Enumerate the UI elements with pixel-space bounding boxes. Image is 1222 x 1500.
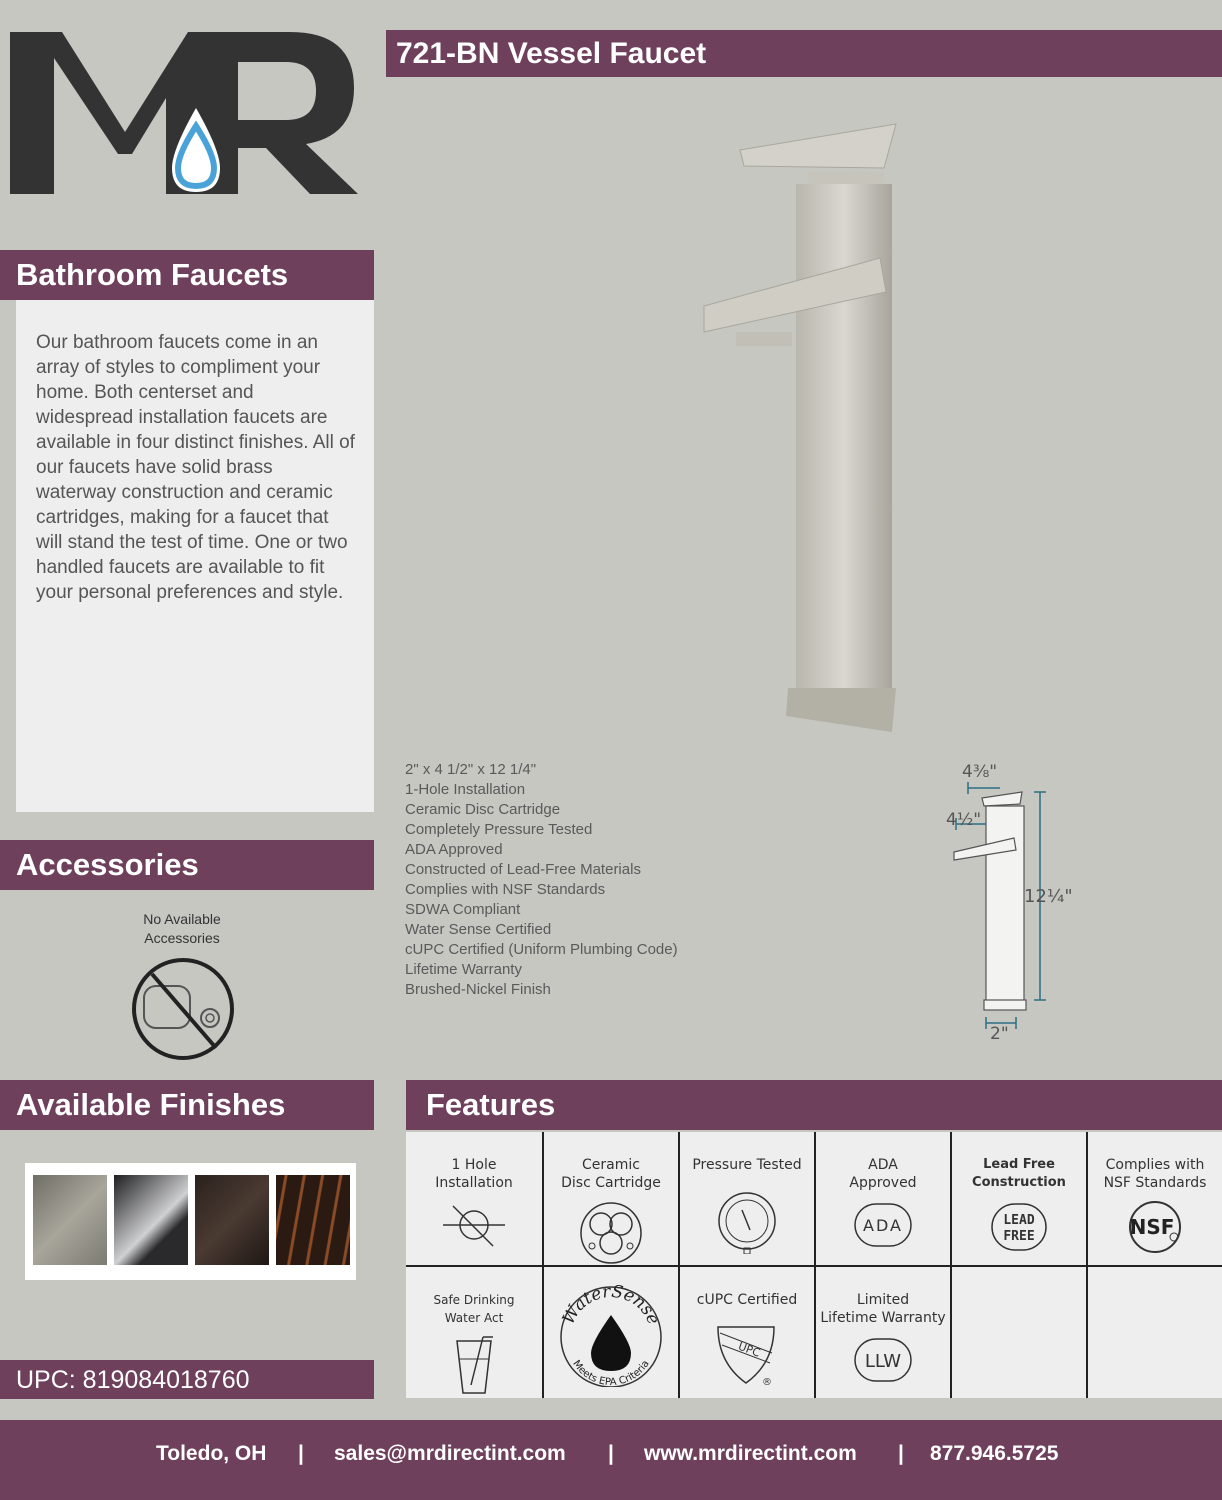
finish-swatch-chrome[interactable]: [114, 1175, 188, 1265]
dim-base-label: 2": [990, 1024, 1009, 1044]
description-text: Our bathroom faucets come in an array of styles to compliment your home. Both centerset and widespread installation faucets are available in four distinct finishes. All of our faucets have solid brass waterway construction and ceramic cartridges, making for a faucet that will stand the test of time. One or two handled faucets are available to fit your personal preferences and style.: [36, 332, 355, 603]
spec-item: ADA Approved: [405, 841, 503, 858]
feature-label: Limited Lifetime Warranty: [820, 1292, 946, 1326]
accessories-heading: Accessories: [0, 840, 374, 890]
nsf-icon: [1124, 1200, 1186, 1254]
footer-email-link[interactable]: sales@mrdirectint.com: [334, 1442, 566, 1465]
footer-separator: |: [898, 1442, 904, 1465]
feature-safe-drinking-water: [406, 1267, 544, 1398]
no-accessories-icon: [130, 956, 236, 1062]
footer-separator: |: [608, 1442, 614, 1465]
dim-height-label: 12¼": [1024, 886, 1073, 907]
feature-label: Complies with NSF Standards: [1103, 1157, 1207, 1191]
no-accessories-text: [112, 910, 252, 948]
feature-lifetime-warranty: [816, 1267, 952, 1398]
spec-list: [405, 760, 825, 1000]
faucet-image: [700, 118, 900, 733]
feature-lead-free: [952, 1132, 1088, 1267]
spec-item: Lifetime Warranty: [405, 961, 522, 978]
spec-item: Completely Pressure Tested: [405, 821, 593, 838]
llw-icon: [852, 1335, 914, 1385]
feature-nsf: [1088, 1132, 1222, 1267]
dimension-diagram: [940, 760, 1080, 1045]
finish-swatch-oil-rubbed-bronze[interactable]: [276, 1175, 350, 1265]
drinking-glass-icon: [449, 1335, 499, 1397]
feature-ceramic-cartridge: [544, 1132, 680, 1267]
lead-free-icon: [988, 1200, 1050, 1254]
feature-label: Safe Drinking Water Act: [433, 1293, 515, 1325]
one-hole-icon: [439, 1200, 509, 1250]
feature-label: 1 Hole Installation: [435, 1157, 513, 1191]
feature-label: Pressure Tested: [692, 1157, 802, 1173]
available-finishes-heading: Available Finishes: [0, 1080, 374, 1130]
watersense-ring-text: WaterSense: [558, 1281, 664, 1328]
spec-item: Constructed of Lead-Free Materials: [405, 861, 641, 878]
finish-swatches: [25, 1163, 356, 1280]
cartridge-icon: [576, 1200, 646, 1266]
upc-badge-text: UPC: [736, 1339, 762, 1360]
features-grid: [406, 1132, 1222, 1398]
upc-shield-icon: [712, 1323, 782, 1389]
spec-item: 2" x 4 1/2" x 12 1/4": [405, 761, 537, 778]
feature-empty-1: [952, 1267, 1088, 1398]
footer: [0, 1420, 1222, 1500]
footer-city: Toledo, OH: [156, 1442, 267, 1465]
feature-label: Ceramic Disc Cartridge: [561, 1157, 661, 1191]
feature-empty-2: [1088, 1267, 1222, 1398]
nsf-badge-text: NSF: [1129, 1215, 1175, 1239]
no-accessories-line1: No Available: [143, 911, 221, 927]
finish-swatch-brushed-nickel[interactable]: [33, 1175, 107, 1265]
spec-item: Brushed-Nickel Finish: [405, 981, 551, 998]
spec-item: Complies with NSF Standards: [405, 881, 606, 898]
epa-ring-text: Meets EPA Criteria: [570, 1358, 652, 1387]
ada-badge-text: ADA: [863, 1216, 903, 1235]
spec-item: SDWA Compliant: [405, 901, 521, 918]
footer-phone-link[interactable]: 877.946.5725: [930, 1442, 1059, 1465]
feature-label: ADA Approved: [849, 1157, 917, 1191]
spec-item: cUPC Certified (Uniform Plumbing Code): [405, 941, 678, 958]
feature-cupc: [680, 1267, 816, 1398]
dim-mid-label: 4½": [946, 810, 982, 830]
pressure-gauge-icon: [712, 1188, 782, 1254]
product-title: 721-BN Vessel Faucet: [386, 30, 1222, 77]
feature-label: Lead Free Construction: [972, 1157, 1066, 1190]
spec-item: 1-Hole Installation: [405, 781, 526, 798]
feature-one-hole: [406, 1132, 544, 1267]
bathroom-faucets-heading: Bathroom Faucets: [0, 250, 374, 300]
feature-pressure-tested: [680, 1132, 816, 1267]
lead-badge-text: LEAD: [1003, 1213, 1035, 1228]
footer-separator: |: [298, 1442, 304, 1465]
svg-text:®: ®: [762, 1377, 772, 1388]
finish-swatch-dark-bronze[interactable]: [195, 1175, 269, 1265]
features-heading: Features: [406, 1080, 1222, 1130]
llw-badge-text: LLW: [864, 1351, 902, 1372]
footer-website-link[interactable]: www.mrdirectint.com: [644, 1442, 857, 1465]
feature-label: cUPC Certified: [696, 1292, 798, 1308]
brand-logo: [10, 28, 360, 198]
watersense-icon: [555, 1281, 667, 1387]
ada-icon: [852, 1200, 914, 1250]
upc-code: UPC: 819084018760: [0, 1360, 374, 1399]
no-accessories-line2: Accessories: [144, 930, 220, 946]
dim-top-label: 4⅜": [962, 762, 998, 782]
spec-item: Ceramic Disc Cartridge: [405, 801, 561, 818]
free-badge-text: FREE: [1003, 1229, 1035, 1244]
spec-item: Water Sense Certified: [405, 921, 552, 938]
bathroom-faucets-description: [16, 300, 374, 812]
feature-watersense: [544, 1267, 680, 1398]
feature-ada-approved: [816, 1132, 952, 1267]
